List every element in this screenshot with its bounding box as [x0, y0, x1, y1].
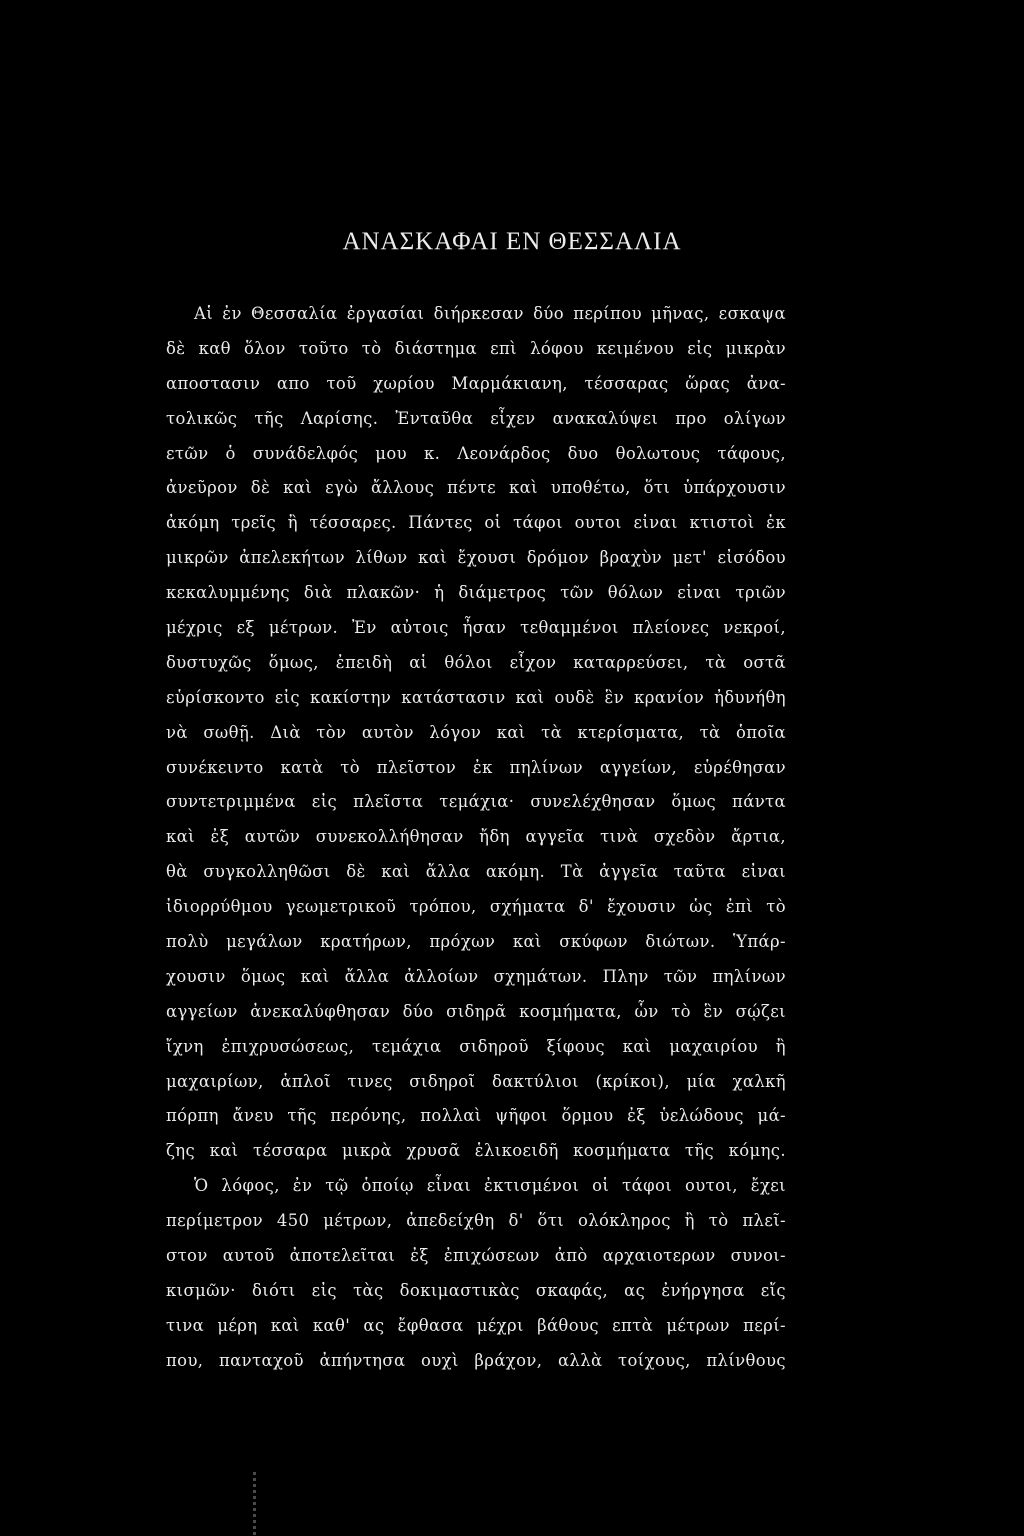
text-line: χουσιν ὅμως καὶ ἄλλα ἀλλοίων σχημάτων. Πλην τῶν πηλίνων [166, 966, 786, 986]
text-line: ετῶν ὁ συνάδελφός μου κ. Λεονάρδος δυο θολωτους τάφους, [166, 443, 786, 463]
text-line: ἴχνη ἐπιχρυσώσεως, τεμάχια σιδηροῦ ξίφους καὶ μαχαιρίου ἢ [166, 1036, 786, 1056]
text-line: μικρῶν ἀπελεκήτων λίθων καὶ ἔχουσι δρόμον βραχὺν μετ' εἰσόδου [166, 548, 786, 568]
text-line: τολικῶς τῆς Λαρίσης. Ἐνταῦθα εἶχεν ανακαλύψει προ ολίγων [166, 408, 786, 428]
text-line: πόρπη ἄνευ τῆς περόνης, πολλαὶ ψῆφοι ὅρμου ἐξ ὑελώδους μά- [166, 1106, 786, 1126]
text-line: καὶ ἐξ αυτῶν συνεκολλήθησαν ἤδη αγγεῖα τινὰ σχεδὸν ἄρτια, [166, 827, 786, 847]
text-line: κισμῶν· διότι εἰς τὰς δοκιμαστικὰς σκαφάς, ας ἐνήργησα εἴς [166, 1280, 786, 1300]
text-line: συνέκειντο κατὰ τὸ πλεῖστον ἐκ πηλίνων αγγείων, εὑρέθησαν [166, 757, 786, 777]
text-line: θὰ συγκολληθῶσι δὲ καὶ ἄλλα ακόμη. Τὰ ἀγγεῖα ταῦτα εἰναι [166, 862, 786, 882]
body-text [166, 297, 786, 1379]
text-line: εὑρίσκοντο εἰς κακίστην κατάστασιν καὶ ουδὲ ἓν κρανίον ἠδυνήθη [166, 687, 786, 707]
text-line: περίμετρον 450 μέτρων, ἀπεδείχθη δ' ὅτι ολόκληρος ἢ τὸ πλεῖ- [166, 1211, 786, 1231]
text-line: Ὁ λόφος, ἐν τῷ ὁποίῳ εἶναι ἐκτισμένοι οἱ τάφοι ουτοι, ἔχει [194, 1176, 786, 1196]
text-line: κεκαλυμμένης διὰ πλακῶν· ἡ διάμετρος τῶν θόλων εἰναι τριῶν [166, 583, 786, 603]
text-line: συντετριμμένα εἰς πλεῖστα τεμάχια· συνελέχθησαν ὅμως πάντα [166, 792, 786, 812]
text-line: τινα μέρη καὶ καθ' ας ἔφθασα μέχρι βάθους επτὰ μέτρων περί- [166, 1315, 786, 1335]
text-line: δὲ καθ ὅλον τοῦτο τὸ διάστημα επὶ λόφου κειμένου εἰς μικρὰν [166, 338, 786, 358]
text-line: Αἱ ἐν Θεσσαλία ἐργασίαι διήρκεσαν δύο περίπου μῆνας, εσκαψα [194, 304, 786, 323]
text-line: δυστυχῶς ὅμως, ἐπειδὴ αἱ θόλοι εἶχον καταρρεύσει, τὰ οστᾶ [166, 652, 786, 672]
text-line: μαχαιρίων, ἁπλοῖ τινες σιδηροῖ δακτύλιοι (κρίκοι), μία χαλκῆ [166, 1071, 786, 1091]
text-line: ἀνεῦρον δὲ καὶ εγὼ ἄλλους πέντε καὶ υποθέτω, ὅτι ὑπάρχουσιν [166, 478, 786, 498]
text-line: πολὺ μεγάλων κρατήρων, πρόχων καὶ σκύφων διώτων. Ὑπάρ- [166, 932, 786, 952]
text-line: στον αυτοῦ ἀποτελεῖται ἐξ ἐπιχώσεων ἀπὸ αρχαιοτερων συνοι- [166, 1246, 786, 1266]
text-line: ἰδιορρύθμου γεωμετρικοῦ τρόπου, σχήματα δ' ἔχουσιν ὡς ἐπὶ τὸ [166, 897, 786, 917]
text-line: ἀκόμη τρεῖς ἢ τέσσαρες. Πάντες οἱ τάφοι ουτοι εἰναι κτιστοὶ ἐκ [166, 513, 786, 533]
text-line: αποστασιν απο τοῦ χωρίου Μαρμάκιανη, τέσσαρας ὥρας ἀνα- [166, 373, 786, 393]
page-title: ΑΝΑΣΚΑΦΑΙ ΕΝ ΘΕΣΣΑΛΙΑ [342, 228, 682, 255]
text-line: αγγείων ἀνεκαλύφθησαν δύο σιδηρᾶ κοσμήματα, ὧν τὸ ἓν σῴζει [166, 1001, 786, 1021]
text-line: νὰ σωθῇ. Διὰ τὸν αυτὸν λόγον καὶ τὰ κτερίσματα, τὰ ὁποῖα [166, 722, 786, 742]
scan-artifact-mark [253, 1472, 256, 1536]
text-line: που, πανταχοῦ ἀπήντησα ουχὶ βράχον, αλλὰ τοίχους, πλίνθους [166, 1350, 786, 1370]
text-line: μέχρις εξ μέτρων. Ἐν αὐτοις ἦσαν τεθαμμένοι πλείονες νεκροί, [166, 618, 786, 638]
text-line: ζης καὶ τέσσαρα μικρὰ χρυσᾶ ἑλικοειδῆ κοσμήματα τῆς κόμης. [166, 1141, 786, 1161]
